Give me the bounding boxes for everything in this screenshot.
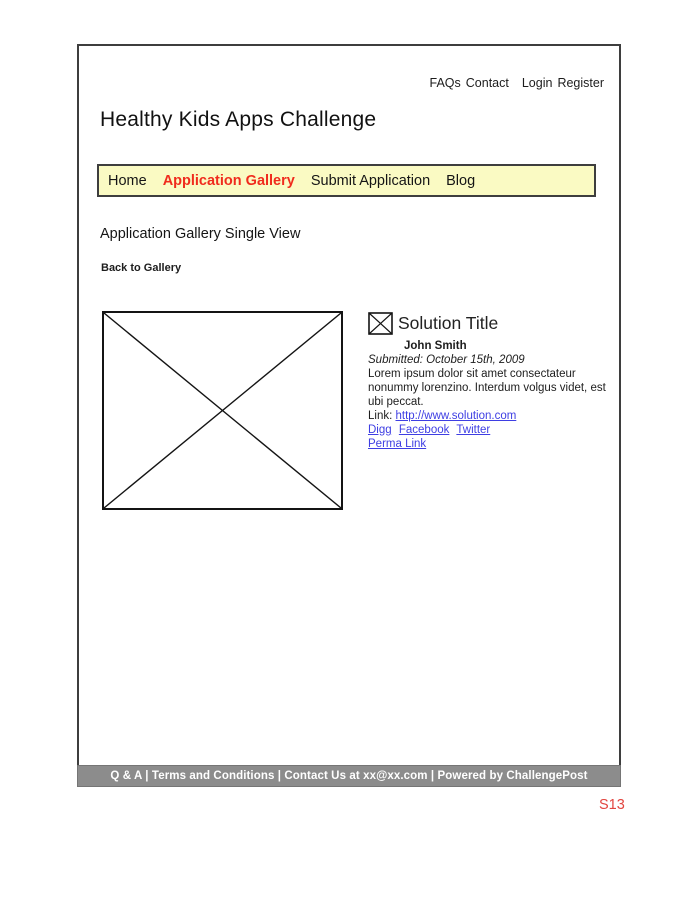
nav-item-home[interactable]: Home (108, 172, 147, 189)
solution-url-link[interactable]: http://www.solution.com (395, 410, 517, 422)
page-frame (77, 44, 621, 787)
share-links-row (368, 423, 610, 437)
site-title: Healthy Kids Apps Challenge (100, 108, 377, 131)
footer-text: Q & A | Terms and Conditions | Contact Us at xx@xx.com | Powered by ChallengePost (110, 770, 588, 782)
digg-link[interactable]: Digg (368, 424, 392, 436)
main-nav (97, 164, 596, 197)
header-link-register[interactable]: Register (557, 76, 604, 90)
header-links (430, 76, 605, 90)
perma-link[interactable]: Perma Link (368, 438, 427, 450)
header-link-faqs[interactable]: FAQs (429, 76, 461, 90)
solution-link-label: Link: (368, 410, 396, 422)
solution-title: Solution Title (398, 313, 499, 333)
header-link-login[interactable]: Login (521, 76, 553, 90)
nav-item-submit-application[interactable]: Submit Application (310, 172, 431, 189)
nav-item-blog[interactable]: Blog (446, 172, 476, 189)
solution-submitted-date: Submitted: October 15th, 2009 (368, 354, 525, 366)
placeholder-x-icon (104, 313, 341, 508)
facebook-link[interactable]: Facebook (398, 424, 450, 436)
page-title: Application Gallery Single View (100, 226, 301, 242)
solution-details (368, 312, 610, 451)
solution-description: Lorem ipsum dolor sit amet consectateur nonummy lorenzino. Interdum volgus videt, est ubi peccat. (368, 368, 606, 408)
solution-link-row (368, 409, 610, 423)
header-link-contact[interactable]: Contact (465, 76, 509, 90)
twitter-link[interactable]: Twitter (456, 424, 491, 436)
back-to-gallery-link[interactable]: Back to Gallery (101, 262, 182, 274)
solution-thumbnail-icon (368, 312, 393, 335)
footer-bar (77, 765, 621, 787)
solution-author: John Smith (404, 340, 467, 352)
slide-number-label: S13 (599, 797, 625, 813)
solution-image-placeholder (102, 311, 343, 510)
nav-item-application-gallery[interactable]: Application Gallery (162, 172, 295, 189)
